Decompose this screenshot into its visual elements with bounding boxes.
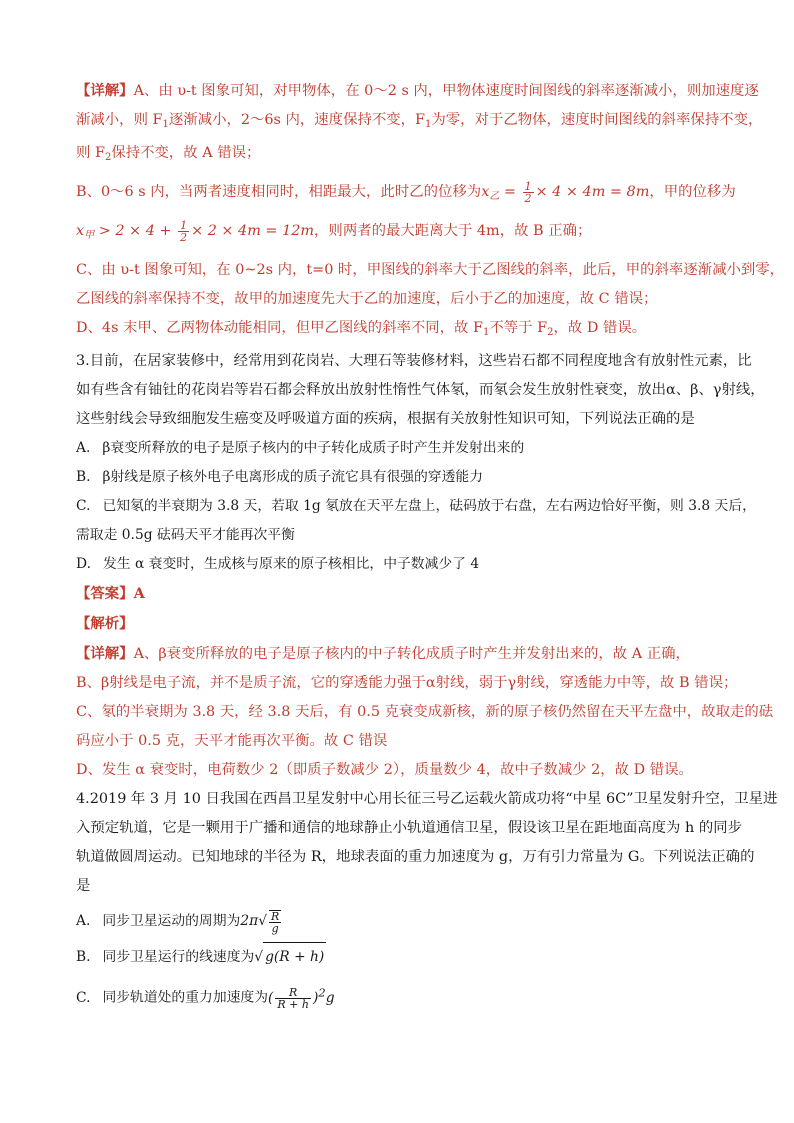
q3-detail-b: B、β射线是电子流，并不是质子流，它的穿透能力强于α射线，弱于γ射线，穿透能力中等，故 B 错误； [76,675,738,691]
detail-c-line2: 乙图线的斜率保持不变，故甲的加速度先大于乙的加速度，后小于乙的加速度，故 C 错误； [76,291,658,307]
q4-option-a: A. 同步卫星运动的周期为2π√ $\frac{R}{g}$ [76,909,280,935]
q4-stem-line3: 轨道做圆周运动。已知地球的半径为 R，地球表面的重力加速度为 g，万有引力常量为 G。下列说法正确的 [76,849,755,865]
q3-option-c: C. 已知氡的半衰期为 3.8 天，若取 1g 氡放在天平左盘上，砝码放于右盘，左右两边恰好平衡，则 3.8 天后， [76,498,756,514]
q3-answer: 【答案】A [76,585,145,602]
q3-detail-a: 【详解】A、β衰变所释放的电子是原子核内的中子转化成质子时产生并发射出来的，故 A 正确， [76,645,690,662]
detail-b-line1: B、0～6 s 内，当两者速度相同时，相距最大，此时乙的位移为$x_乙$ = $\frac{1}{2}$ × 4 × 4m = 8m，甲的位移为 [76,179,736,205]
detail-b-line2: $x_甲 > 2 \times 4$ + $\frac{1}{2}$ × 2 × 4m = 12m，则两者的最大距离大于 4m，故 B 正确； [76,218,592,244]
detail-a-line3: 则 $F_2$保持不变，故 A 错误； [76,145,261,163]
formula-x-jia: $x_甲 > 2 \times 4$ + $\frac{1}{2}$ × 2 × 4m = 12m [76,218,315,244]
detail-label: 【详解】 [76,82,134,99]
q3-stem-line3: 这些射线会导致细胞发生癌变及呼吸道方面的疾病，根据有关放射性知识可知，下列说法正确的是 [76,411,695,427]
detail-c-line1: C、由 υ-t 图象可知，在 0~2s 内，t=0 时，甲图线的斜率大于乙图线的斜率，此后，甲的斜率逐渐减小到零， [76,262,785,278]
q3-option-a: A. β衰变所释放的电子是原子核内的中子转化成质子时产生并发射出来的 [76,440,525,456]
q4-stem-line4: 是 [76,878,91,894]
formula-x-yi: $x_乙$ = $\frac{1}{2}$ × 4 × 4m = 8m [481,179,650,205]
q3-stem-line2: 如有些含有铀钍的花岗岩等岩石都会释放出放射性惰性气体氡，而氡会发生放射性衰变，放出α、β、γ射线， [76,382,765,398]
detail-a-line2: 渐减小，则 $F_1$逐渐减小，2～6s 内，速度保持不变，$F_1$为零，对于乙物体，速度时间图线的斜率保持不变， [76,112,763,130]
q4-option-b: B. 同步卫星运行的线速度为√ g(R + h) [76,942,734,972]
q3-stem-line1: 3.目前，在居家装修中，经常用到花岗岩、大理石等装修材料，这些岩石都不同程度地含有放射性元素，比 [76,353,752,369]
q4-stem-line2: 入预定轨道，它是一颗用于广播和通信的地球静止小轨道通信卫星，假设该卫星在距地面高度为 h 的同步 [76,820,742,836]
detail-a-line1: 【详解】A、由 υ-t 图象可知，对甲物体，在 0～2 s 内，甲物体速度时间图线的斜率逐渐减小，则加速度逐 [76,82,759,99]
q3-analysis-label: 【解析】 [76,615,134,632]
q3-option-b: B. β射线是原子核外电子电离形成的质子流它具有很强的穿透能力 [76,469,484,485]
q3-option-c-cont: 需取走 0.5g 砝码天平才能再次平衡 [76,527,295,543]
q3-detail-d: D、发生 α 衰变时，电荷数少 2（即质子数减少 2），质量数少 4，故中子数减少 2，故 D 错误。 [76,762,693,778]
q3-detail-c2: 码应小于 0.5 克，天平才能再次平衡。故 C 错误 [76,733,388,749]
q3-detail-c1: C、氡的半衰期为 3.8 天，经 3.8 天后，有 0.5 克衰变成新核，新的原子核仍然留在天平左盘中，故取走的砝 [76,704,774,720]
q4-option-c: C. 同步轨道处的重力加速度为( $\frac{R}{R + h}$ )$^2$g [76,985,335,1011]
q3-option-d: D. 发生 α 衰变时，生成核与原来的原子核相比，中子数减少了 4 [76,556,480,572]
detail-d-line: D、4s 末甲、乙两物体动能相同，但甲乙图线的斜率不同，故 $F_1$不等于 $F_2$，故 D 错误。 [76,320,647,338]
q4-stem-line1: 4.2019 年 3 月 10 日我国在西昌卫星发射中心用长征三号乙运载火箭成功将“中星 6C”卫星发射升空，卫星进 [76,791,778,807]
